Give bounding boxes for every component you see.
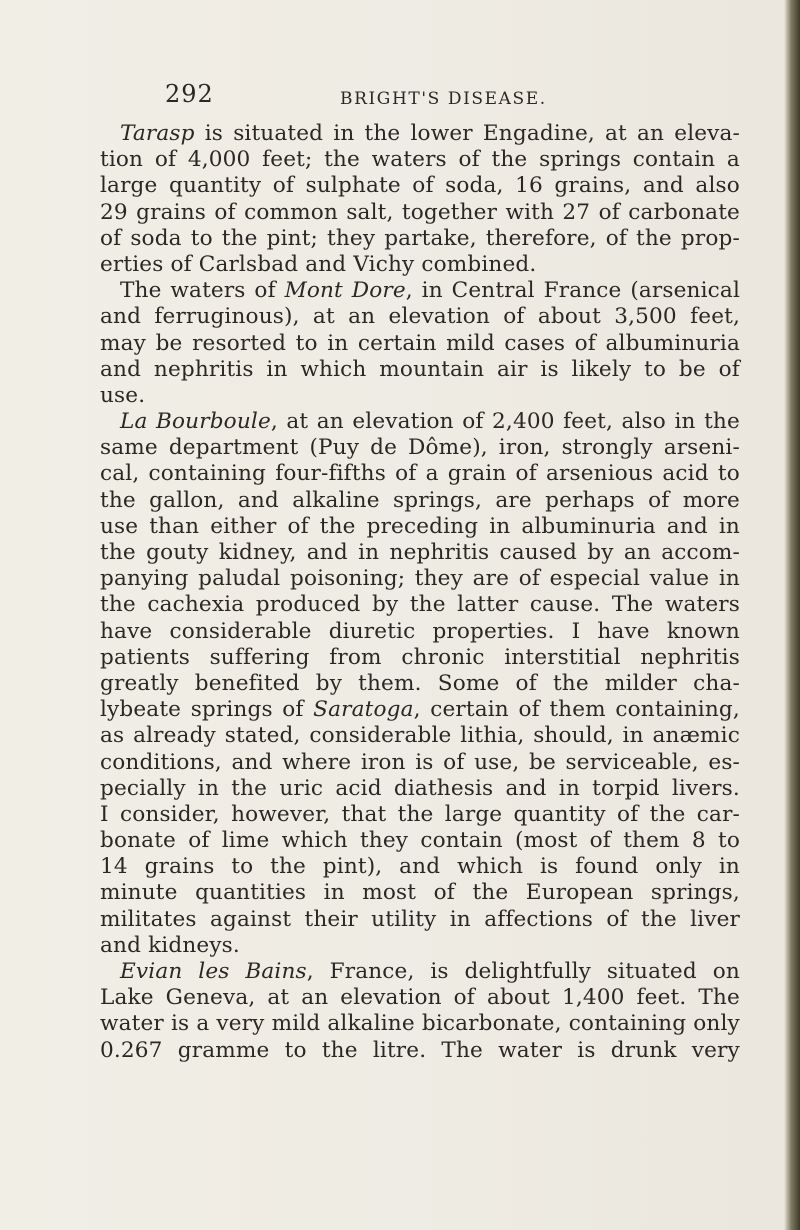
text-line: pecially in the uric acid diathesis and in torpid livers. [100, 775, 740, 801]
text-line: 14 grains to the pint), and which is found only in [100, 854, 740, 880]
text-line: greatly benefited by them. Some of the milder cha- [100, 670, 740, 696]
text-line: cal, containing four-fifths of a grain of arsenious acid to [100, 461, 740, 487]
text-line: large quantity of sulphate of soda, 16 grains, and also [100, 173, 740, 199]
text-line: I consider, however, that the large quantity of the car- [100, 801, 740, 827]
text-line: of soda to the pint; they partake, therefore, of the prop- [100, 225, 740, 251]
text-line: The waters of Mont Dore, in Central France (arsenical [120, 278, 740, 304]
text-line: lybeate springs of Saratoga, certain of them containing, [100, 697, 740, 723]
text-line: bonate of lime which they contain (most of them 8 to [100, 828, 740, 854]
text-line: the gallon, and alkaline springs, are perhaps of more [100, 487, 740, 513]
text-line: use than either of the preceding in albuminuria and in [100, 513, 740, 539]
text-line: water is a very mild alkaline bicarbonate, containing only [100, 1011, 740, 1037]
text-line: as already stated, considerable lithia, should, in anæmic [100, 723, 740, 749]
text-line: may be resorted to in certain mild cases of albuminuria [100, 330, 740, 356]
text-line: the gouty kidney, and in nephritis caused by an accom- [100, 540, 740, 565]
text-line: have considerable diuretic properties. I have known [100, 618, 740, 644]
text-line: and ferruginous), at an elevation of about 3,500 feet, [100, 304, 740, 330]
text-line: the cachexia produced by the latter cause. The waters [100, 592, 740, 618]
text-line: militates against their utility in affections of the liver [100, 906, 740, 932]
text-line: panying paludal poisoning; they are of especial value in [100, 566, 740, 592]
page-number: 292 [165, 80, 214, 108]
page-edge-shadow [784, 0, 800, 1230]
text-line: use. [100, 382, 146, 408]
body-text [100, 121, 740, 1064]
text-line: minute quantities in most of the European springs, [100, 880, 740, 906]
text-line: 0.267 gramme to the litre. The water is drunk very [100, 1037, 740, 1063]
text-line: Lake Geneva, at an elevation of about 1,400 feet. The [100, 985, 740, 1011]
text-line: and nephritis in which mountain air is likely to be of [100, 356, 740, 382]
text-line: patients suffering from chronic interstitial nephritis [100, 644, 740, 670]
text-line: Tarasp is situated in the lower Engadine, at an eleva- [120, 121, 740, 146]
text-line: tion of 4,000 feet; the waters of the springs contain a [100, 147, 740, 173]
text-line: conditions, and where iron is of use, be serviceable, es- [100, 749, 740, 775]
text-line: La Bourboule, at an elevation of 2,400 feet, also in the [120, 409, 740, 435]
text-line: 29 grains of common salt, together with 27 of carbonate [100, 199, 740, 225]
page-header [0, 80, 800, 116]
text-line: erties of Carlsbad and Vichy combined. [100, 251, 537, 277]
text-line: same department (Puy de Dôme), iron, strongly arseni- [100, 435, 740, 461]
running-head: BRIGHT'S DISEASE. [340, 89, 547, 109]
text-line: Evian les Bains, France, is delightfully situated on [120, 959, 740, 984]
text-line: and kidneys. [100, 932, 240, 958]
